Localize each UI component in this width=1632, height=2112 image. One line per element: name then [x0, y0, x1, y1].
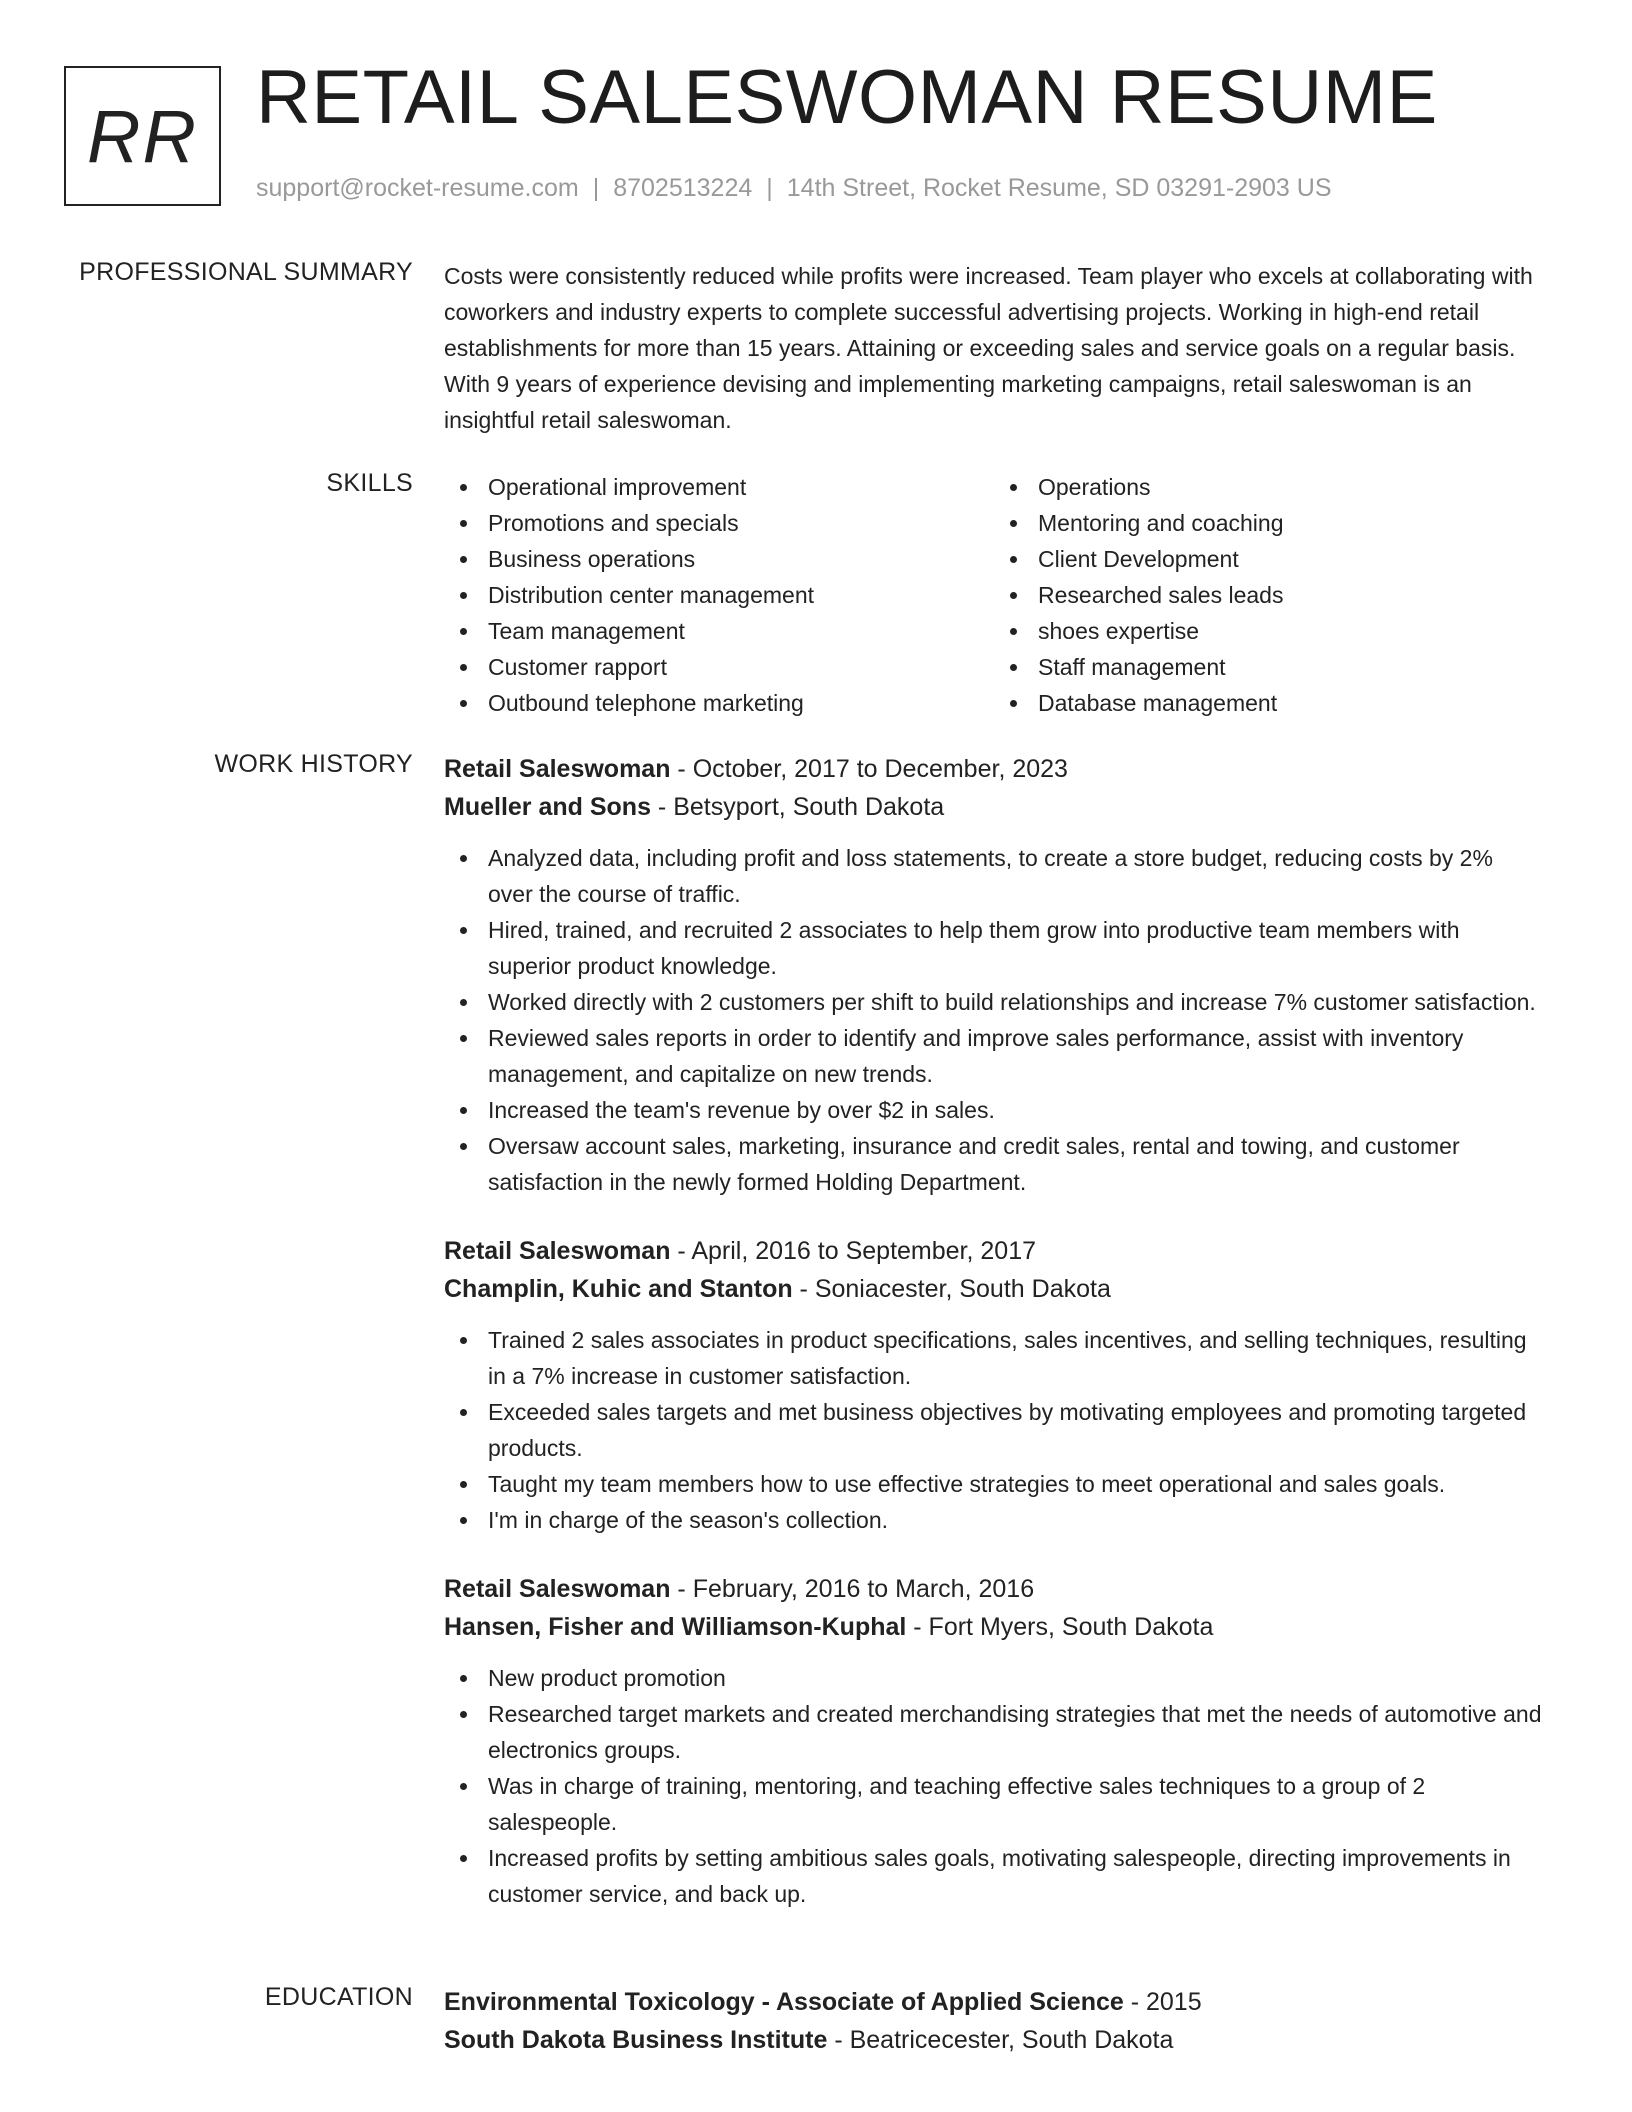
- contact-line: [256, 174, 1332, 203]
- skill-item: Operational improvement: [488, 469, 994, 505]
- education-location: - Beatricecester, South Dakota: [827, 2026, 1174, 2054]
- education-year: - 2015: [1123, 1988, 1202, 2016]
- skills-body: [444, 469, 1544, 721]
- job-bullets: [444, 840, 1544, 1200]
- job-entry: [444, 1232, 1544, 1538]
- skill-item: Mentoring and coaching: [1038, 505, 1544, 541]
- job-bullet: New product promotion: [488, 1660, 1544, 1696]
- contact-separator: |: [592, 174, 600, 202]
- job-bullet: I'm in charge of the season's collection.: [488, 1502, 1544, 1538]
- education-body: [444, 1983, 1544, 2059]
- education-school-line: [444, 2021, 1544, 2059]
- skill-item: Outbound telephone marketing: [488, 685, 994, 721]
- job-location: - Soniacester, South Dakota: [792, 1275, 1111, 1303]
- work-history-body: [444, 750, 1544, 1912]
- skills-list-right: [994, 469, 1544, 721]
- job-bullet: Was in charge of training, mentoring, and teaching effective sales techniques to a group of 2 salespeople.: [488, 1768, 1544, 1840]
- job-dates: - April, 2016 to September, 2017: [670, 1237, 1036, 1265]
- contact-email: support@rocket-resume.com: [256, 174, 579, 202]
- job-title-line: [444, 1570, 1544, 1608]
- job-title: Retail Saleswoman: [444, 1575, 671, 1603]
- education-label: EDUCATION: [264, 1983, 413, 2011]
- job-bullet: Analyzed data, including profit and loss statements, to create a store budget, reducing costs by 2% over the course of traffic.: [488, 840, 1544, 912]
- skill-item: Team management: [488, 613, 994, 649]
- skills-label: SKILLS: [326, 469, 413, 497]
- job-title-line: [444, 1232, 1544, 1270]
- job-bullet: Hired, trained, and recruited 2 associates to help them grow into productive team members with superior product knowledge.: [488, 912, 1544, 984]
- education-degree: Environmental Toxicology - Associate of Applied Science: [444, 1988, 1124, 2016]
- job-title-line: [444, 750, 1544, 788]
- job-company: Champlin, Kuhic and Stanton: [444, 1275, 793, 1303]
- skill-item: Client Development: [1038, 541, 1544, 577]
- job-bullet: Increased profits by setting ambitious sales goals, motivating salespeople, directing improvements in customer service, and back up.: [488, 1840, 1544, 1912]
- job-company-line: [444, 1270, 1544, 1308]
- skill-item: Database management: [1038, 685, 1544, 721]
- job-bullet: Taught my team members how to use effective strategies to meet operational and sales goals.: [488, 1466, 1544, 1502]
- job-title: Retail Saleswoman: [444, 755, 671, 783]
- job-bullet: Reviewed sales reports in order to identify and improve sales performance, assist with inventory management, and capitalize on new trends.: [488, 1020, 1544, 1092]
- job-location: - Betsyport, South Dakota: [650, 793, 945, 821]
- job-bullet: Exceeded sales targets and met business objectives by motivating employees and promoting targeted products.: [488, 1394, 1544, 1466]
- skill-item: Promotions and specials: [488, 505, 994, 541]
- job-dates: - February, 2016 to March, 2016: [670, 1575, 1035, 1603]
- job-bullet: Worked directly with 2 customers per shift to build relationships and increase 7% customer satisfaction.: [488, 984, 1544, 1020]
- job-company: Hansen, Fisher and Williamson-Kuphal: [444, 1613, 907, 1641]
- job-bullets: [444, 1322, 1544, 1538]
- skill-item: Operations: [1038, 469, 1544, 505]
- job-location: - Fort Myers, South Dakota: [906, 1613, 1214, 1641]
- education-school: South Dakota Business Institute: [444, 2026, 828, 2054]
- job-bullet: Researched target markets and created merchandising strategies that met the needs of automotive and electronics groups.: [488, 1696, 1544, 1768]
- summary-text: Costs were consistently reduced while profits were increased. Team player who excels at collaborating with coworkers and industry experts to complete successful advertising projects. Working in high-end retail establishments for more than 15 years. Attaining or exceeding sales and service goals on a regular basis. With 9 years of experience devising and implementing marketing campaigns, retail saleswoman is an insightful retail saleswoman.: [444, 263, 1533, 433]
- job-entry: [444, 1570, 1544, 1912]
- job-title: Retail Saleswoman: [444, 1237, 671, 1265]
- job-company-line: [444, 788, 1544, 826]
- contact-address: 14th Street, Rocket Resume, SD 03291-2903 US: [786, 174, 1332, 202]
- skill-item: shoes expertise: [1038, 613, 1544, 649]
- summary-body: [444, 258, 1544, 438]
- skill-item: Staff management: [1038, 649, 1544, 685]
- skill-item: Distribution center management: [488, 577, 994, 613]
- education-degree-line: [444, 1983, 1544, 2021]
- skill-item: Business operations: [488, 541, 994, 577]
- job-entry: [444, 750, 1544, 1200]
- monogram-logo: RR: [64, 66, 221, 206]
- skill-item: Customer rapport: [488, 649, 994, 685]
- job-company-line: [444, 1608, 1544, 1646]
- job-dates: - October, 2017 to December, 2023: [670, 755, 1068, 783]
- summary-label: PROFESSIONAL SUMMARY: [79, 258, 413, 286]
- job-bullets: [444, 1660, 1544, 1912]
- job-bullet: Trained 2 sales associates in product specifications, sales incentives, and selling techniques, resulting in a 7% increase in customer satisfaction.: [488, 1322, 1544, 1394]
- skills-list-left: [444, 469, 994, 721]
- job-bullet: Oversaw account sales, marketing, insurance and credit sales, rental and towing, and customer satisfaction in the newly formed Holding Department.: [488, 1128, 1544, 1200]
- skill-item: Researched sales leads: [1038, 577, 1544, 613]
- job-company: Mueller and Sons: [444, 793, 651, 821]
- contact-phone: 8702513224: [613, 174, 753, 202]
- contact-separator: |: [766, 174, 773, 202]
- work-history-label: WORK HISTORY: [214, 750, 413, 778]
- job-bullet: Increased the team's revenue by over $2 in sales.: [488, 1092, 1544, 1128]
- resume-title: RETAIL SALESWOMAN RESUME: [256, 55, 1438, 140]
